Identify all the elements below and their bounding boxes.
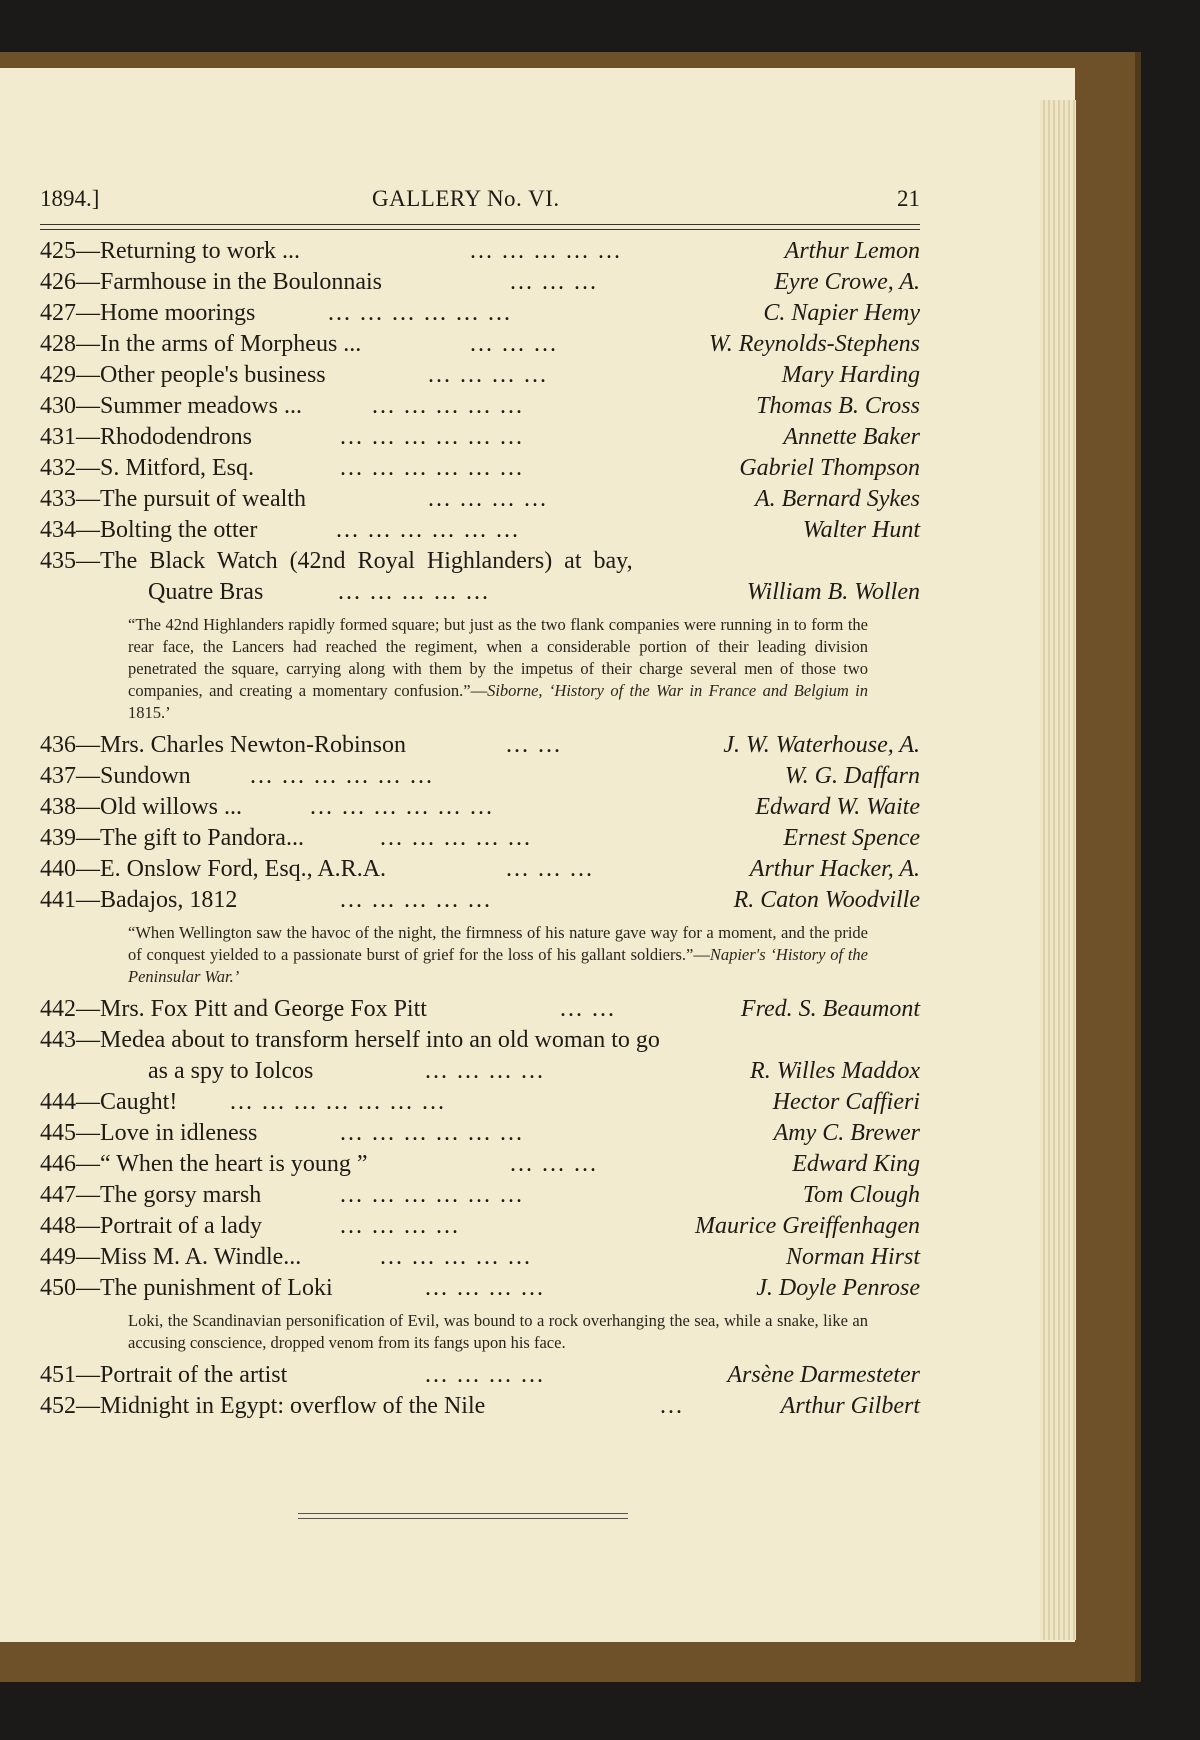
- entry-artist: Fred. S. Beaumont: [740, 996, 920, 1022]
- catalogue-entry: [40, 455, 920, 486]
- entry-title: 448—Portrait of a lady: [40, 1213, 262, 1239]
- leader-dots: ... ... ... ... ...: [380, 1244, 532, 1270]
- entry-artist: Annette Baker: [783, 424, 920, 450]
- catalogue-entry: [40, 1362, 920, 1393]
- catalogue-entry-continued: [40, 579, 920, 610]
- entry-artist: Mary Harding: [781, 362, 920, 388]
- leader-dots: ... ... ...: [510, 1151, 598, 1177]
- entry-artist: Arsène Darmesteter: [727, 1362, 920, 1388]
- leader-dots: ... ... ... ... ... ...: [328, 300, 512, 326]
- entry-title: 427—Home moorings: [40, 300, 256, 326]
- leader-dots: ... ... ...: [510, 269, 598, 295]
- entry-artist: Maurice Greiffenhagen: [694, 1213, 920, 1239]
- entry-title: 430—Summer meadows ...: [40, 393, 302, 419]
- entry-title: 441—Badajos, 1812: [40, 887, 238, 913]
- leader-dots: ... ... ... ... ... ...: [340, 1120, 524, 1146]
- leader-dots: ... ... ... ...: [428, 486, 548, 512]
- leader-dots: ... ... ... ...: [425, 1362, 545, 1388]
- catalogue-entry: [40, 1089, 920, 1120]
- catalogue-entry: [40, 486, 920, 517]
- entry-title: 432—S. Mitford, Esq.: [40, 455, 255, 481]
- entry-title: 444—Caught!: [40, 1089, 178, 1115]
- entry-artist: A. Bernard Sykes: [754, 486, 920, 512]
- catalogue-entry: [40, 1027, 920, 1058]
- entry-artist: Eyre Crowe, A.: [774, 269, 920, 295]
- leader-dots: ... ... ... ...: [425, 1275, 545, 1301]
- leader-dots: ... ... ... ...: [428, 362, 548, 388]
- entry-artist: Amy C. Brewer: [773, 1120, 920, 1146]
- note-text: “When Wellington saw the havoc of the night, the firmness of his nature gave way for a moment, and the pride of conquest yielded to a passionate burst of grief for the loss of his gallant soldiers.”—: [128, 923, 868, 964]
- entry-title: 433—The pursuit of wealth: [40, 486, 306, 512]
- entry-artist: J. Doyle Penrose: [756, 1275, 920, 1301]
- note-source: Siborne,: [487, 681, 543, 700]
- entry-title: 425—Returning to work ...: [40, 238, 300, 264]
- catalogue-entry: [40, 393, 920, 424]
- entry-title: 445—Love in idleness: [40, 1120, 258, 1146]
- entry-title: 438—Old willows ...: [40, 794, 243, 820]
- entry-title: 452—Midnight in Egypt: overflow of the Nile: [40, 1393, 486, 1419]
- entry-artist: R. Willes Maddox: [750, 1058, 920, 1084]
- leader-dots: ... ... ... ... ... ...: [336, 517, 520, 543]
- catalogue-entry: [40, 1213, 920, 1244]
- leader-dots: ... ... ... ... ...: [338, 579, 490, 605]
- catalogue-entry: [40, 1244, 920, 1275]
- entry-artist: Arthur Gilbert: [780, 1393, 920, 1419]
- entry-title: 428—In the arms of Morpheus ...: [40, 331, 362, 357]
- entry-title: 434—Bolting the otter: [40, 517, 258, 543]
- catalogue-entry: [40, 732, 920, 763]
- entry-artist: Thomas B. Cross: [756, 393, 920, 419]
- entry-title: 440—E. Onslow Ford, Esq., A.R.A.: [40, 856, 387, 882]
- leader-dots: ... ... ... ... ... ...: [250, 763, 434, 789]
- catalogue-entry: [40, 996, 920, 1027]
- entry-artist: Edward W. Waite: [755, 794, 920, 820]
- catalogue-entry: [40, 362, 920, 393]
- leader-dots: ... ... ... ... ...: [380, 825, 532, 851]
- entry-artist: Arthur Lemon: [784, 238, 920, 264]
- catalogue-entry: [40, 887, 920, 918]
- catalogue-entry: [40, 1275, 920, 1306]
- leader-dots: ... ...: [506, 732, 562, 758]
- leader-dots: ... ... ... ... ... ... ...: [230, 1089, 446, 1115]
- entry-artist: Walter Hunt: [802, 517, 920, 543]
- leader-dots: ... ... ... ... ... ...: [340, 424, 524, 450]
- catalogue-entry: [40, 825, 920, 856]
- header-gallery-title: GALLERY No. VI.: [372, 186, 560, 211]
- catalogue-entry: [40, 548, 920, 579]
- running-head: [40, 186, 920, 220]
- entry-title: 450—The punishment of Loki: [40, 1275, 333, 1301]
- leader-dots: ... ... ... ... ...: [372, 393, 524, 419]
- entry-title: 431—Rhododendrons: [40, 424, 252, 450]
- leader-dots: ... ... ...: [506, 856, 594, 882]
- entry-title: 439—The gift to Pandora...: [40, 825, 304, 851]
- leader-dots: ... ...: [560, 996, 616, 1022]
- entry-title: 449—Miss M. A. Windle...: [40, 1244, 302, 1270]
- closing-rule: [298, 1513, 628, 1519]
- leader-dots: ... ... ... ... ... ...: [310, 794, 494, 820]
- entry-title: 435—The Black Watch (42nd Royal Highlanders) at bay,: [40, 548, 633, 574]
- entry-artist: Tom Clough: [802, 1182, 920, 1208]
- entry-artist: Hector Caffieri: [772, 1089, 920, 1115]
- entry-title: 437—Sundown: [40, 763, 191, 789]
- entry-title: 443—Medea about to transform herself into an old woman to go: [40, 1027, 660, 1053]
- entry-artist: C. Napier Hemy: [763, 300, 920, 326]
- leader-dots: ... ... ... ... ...: [340, 887, 492, 913]
- header-year: 1894.]: [40, 186, 100, 211]
- catalogue-entry: [40, 1182, 920, 1213]
- entry-title: 447—The gorsy marsh: [40, 1182, 262, 1208]
- entry-artist: Edward King: [792, 1151, 920, 1177]
- page-number: 21: [897, 186, 920, 211]
- entry-title: 442—Mrs. Fox Pitt and George Fox Pitt: [40, 996, 427, 1022]
- catalogue-entry: [40, 517, 920, 548]
- entry-note: [128, 922, 868, 988]
- leader-dots: ... ... ... ... ...: [470, 238, 622, 264]
- note-year: 1815.’: [128, 703, 171, 722]
- note-text: “The 42nd Highlanders rapidly formed square; but just as the two flank companies were running in to form the rear face, the Lancers had reached the regiment, when a considerable portion of their leading division penetrated the square, carrying along with them by the impetus of their charge several men of those two companies, and creating a momentary confusion.”—: [128, 615, 868, 700]
- entry-artist: Ernest Spence: [783, 825, 920, 851]
- entry-title: 426—Farmhouse in the Boulonnais: [40, 269, 382, 295]
- catalogue-entry: [40, 238, 920, 269]
- entry-artist: Gabriel Thompson: [739, 455, 920, 481]
- header-rule: [40, 224, 920, 230]
- catalogue-entry: [40, 331, 920, 362]
- entry-title: 429—Other people's business: [40, 362, 326, 388]
- leader-dots: ... ... ... ... ... ...: [340, 455, 524, 481]
- entry-artist: W. G. Daffarn: [784, 763, 920, 789]
- leader-dots: ...: [660, 1393, 684, 1419]
- leader-dots: ... ... ... ... ... ...: [340, 1182, 524, 1208]
- leader-dots: ... ... ... ...: [340, 1213, 460, 1239]
- leader-dots: ... ... ...: [470, 331, 558, 357]
- entry-artist: W. Reynolds-Stephens: [708, 331, 920, 357]
- entry-artist: Arthur Hacker, A.: [749, 856, 920, 882]
- page-edges: [1040, 100, 1076, 1640]
- entry-title-continued: as a spy to Iolcos: [148, 1058, 314, 1084]
- entry-title-continued: Quatre Bras: [148, 579, 264, 605]
- entry-artist: R. Caton Woodville: [733, 887, 920, 913]
- catalogue-entry: [40, 1151, 920, 1182]
- catalogue-entry: [40, 300, 920, 331]
- entry-note: [128, 614, 868, 724]
- leader-dots: ... ... ... ...: [425, 1058, 545, 1084]
- entry-artist: J. W. Waterhouse, A.: [723, 732, 920, 758]
- catalogue-entry: [40, 269, 920, 300]
- catalogue-entry: [40, 856, 920, 887]
- catalogue-entry: [40, 1120, 920, 1151]
- entry-title: 446—“ When the heart is young ”: [40, 1151, 368, 1177]
- catalogue-list: [40, 238, 920, 1424]
- entry-note: Loki, the Scandinavian personification of Evil, was bound to a rock overhanging the sea, while a snake, like an accusing conscience, dropped venom from its fangs upon his face.: [128, 1311, 868, 1352]
- catalogue-entry: [40, 794, 920, 825]
- catalogue-entry: [40, 424, 920, 455]
- entry-artist: William B. Wollen: [746, 579, 920, 605]
- entry-title: 436—Mrs. Charles Newton-Robinson: [40, 732, 406, 758]
- catalogue-entry-continued: [40, 1058, 920, 1089]
- catalogue-entry: [40, 763, 920, 794]
- note-work: ‘History of the War in France and Belgium in: [548, 681, 868, 700]
- catalogue-entry: [40, 1393, 920, 1424]
- note-source: Napier's ‘History of the Peninsular War.’: [128, 945, 868, 986]
- entry-title: 451—Portrait of the artist: [40, 1362, 288, 1388]
- entry-artist: Norman Hirst: [785, 1244, 920, 1270]
